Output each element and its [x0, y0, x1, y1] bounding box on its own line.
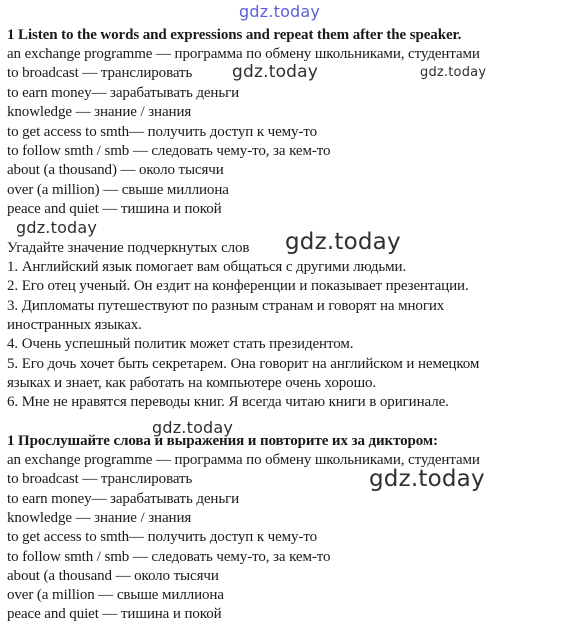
vocab-line: peace and quiet — тишина и покой — [7, 606, 222, 622]
watermark: gdz.today — [420, 65, 487, 80]
vocab-line: an exchange programme — программа по обмену школьниками, студентами — [7, 46, 480, 62]
sentence-line: иностранных языках. — [7, 317, 142, 333]
sentence-line: 5. Его дочь хочет быть секретарем. Она говорит на английском и немецком — [7, 356, 480, 372]
sentence-line: 6. Мне не нравятся переводы книг. Я всегда читаю книги в оригинале. — [7, 394, 449, 410]
sentence-line: 2. Его отец ученый. Он ездит на конференции и показывает презентации. — [7, 278, 469, 294]
sentence-line: 3. Дипломаты путешествуют по разным странам и говорят на многих — [7, 298, 445, 314]
vocab-line: knowledge — знание / знания — [7, 104, 192, 120]
vocab-line: to earn money— зарабатывать деньги — [7, 491, 240, 507]
vocab-line: over (a million) — свыше миллиона — [7, 182, 229, 198]
watermark: gdz.today — [16, 218, 98, 237]
watermark: gdz.today — [152, 418, 234, 437]
watermark: gdz.today — [285, 229, 401, 255]
section3-heading: 1 Прослушайте слова и выражения и повторите их за диктором: — [7, 433, 438, 449]
vocab-line: over (a million — свыше миллиона — [7, 587, 224, 603]
section2-heading: Угадайте значение подчеркнутых слов — [7, 240, 250, 256]
vocab-line: to broadcast — транслировать — [7, 65, 193, 81]
sentence-line: языках и знает, как работать на компьютере очень хорошо. — [7, 375, 377, 391]
vocab-line: knowledge — знание / знания — [7, 510, 192, 526]
vocab-line: to get access to smth— получить доступ к чему-то — [7, 529, 318, 545]
vocab-line: to follow smth / smb — следовать чему-то, за кем-то — [7, 143, 331, 159]
vocab-line: to earn money— зарабатывать деньги — [7, 85, 240, 101]
vocab-line: peace and quiet — тишина и покой — [7, 201, 222, 217]
vocab-line: an exchange programme — программа по обмену школьниками, студентами — [7, 452, 480, 468]
vocab-line: to follow smth / smb — следовать чему-то, за кем-то — [7, 549, 331, 565]
vocab-line: about (a thousand — около тысячи — [7, 568, 219, 584]
watermark: gdz.today — [369, 466, 485, 492]
sentence-line: 4. Очень успешный политик может стать президентом. — [7, 336, 354, 352]
watermark-top: gdz.today — [239, 2, 321, 21]
section1-heading: 1 Listen to the words and expressions and repeat them after the speaker. — [7, 27, 462, 43]
vocab-line: to broadcast — транслировать — [7, 471, 193, 487]
vocab-line: about (a thousand) — около тысячи — [7, 162, 224, 178]
vocab-line: to get access to smth— получить доступ к чему-то — [7, 124, 318, 140]
watermark: gdz.today — [232, 62, 319, 82]
sentence-line: 1. Английский язык помогает вам общаться с другими людьми. — [7, 259, 407, 275]
